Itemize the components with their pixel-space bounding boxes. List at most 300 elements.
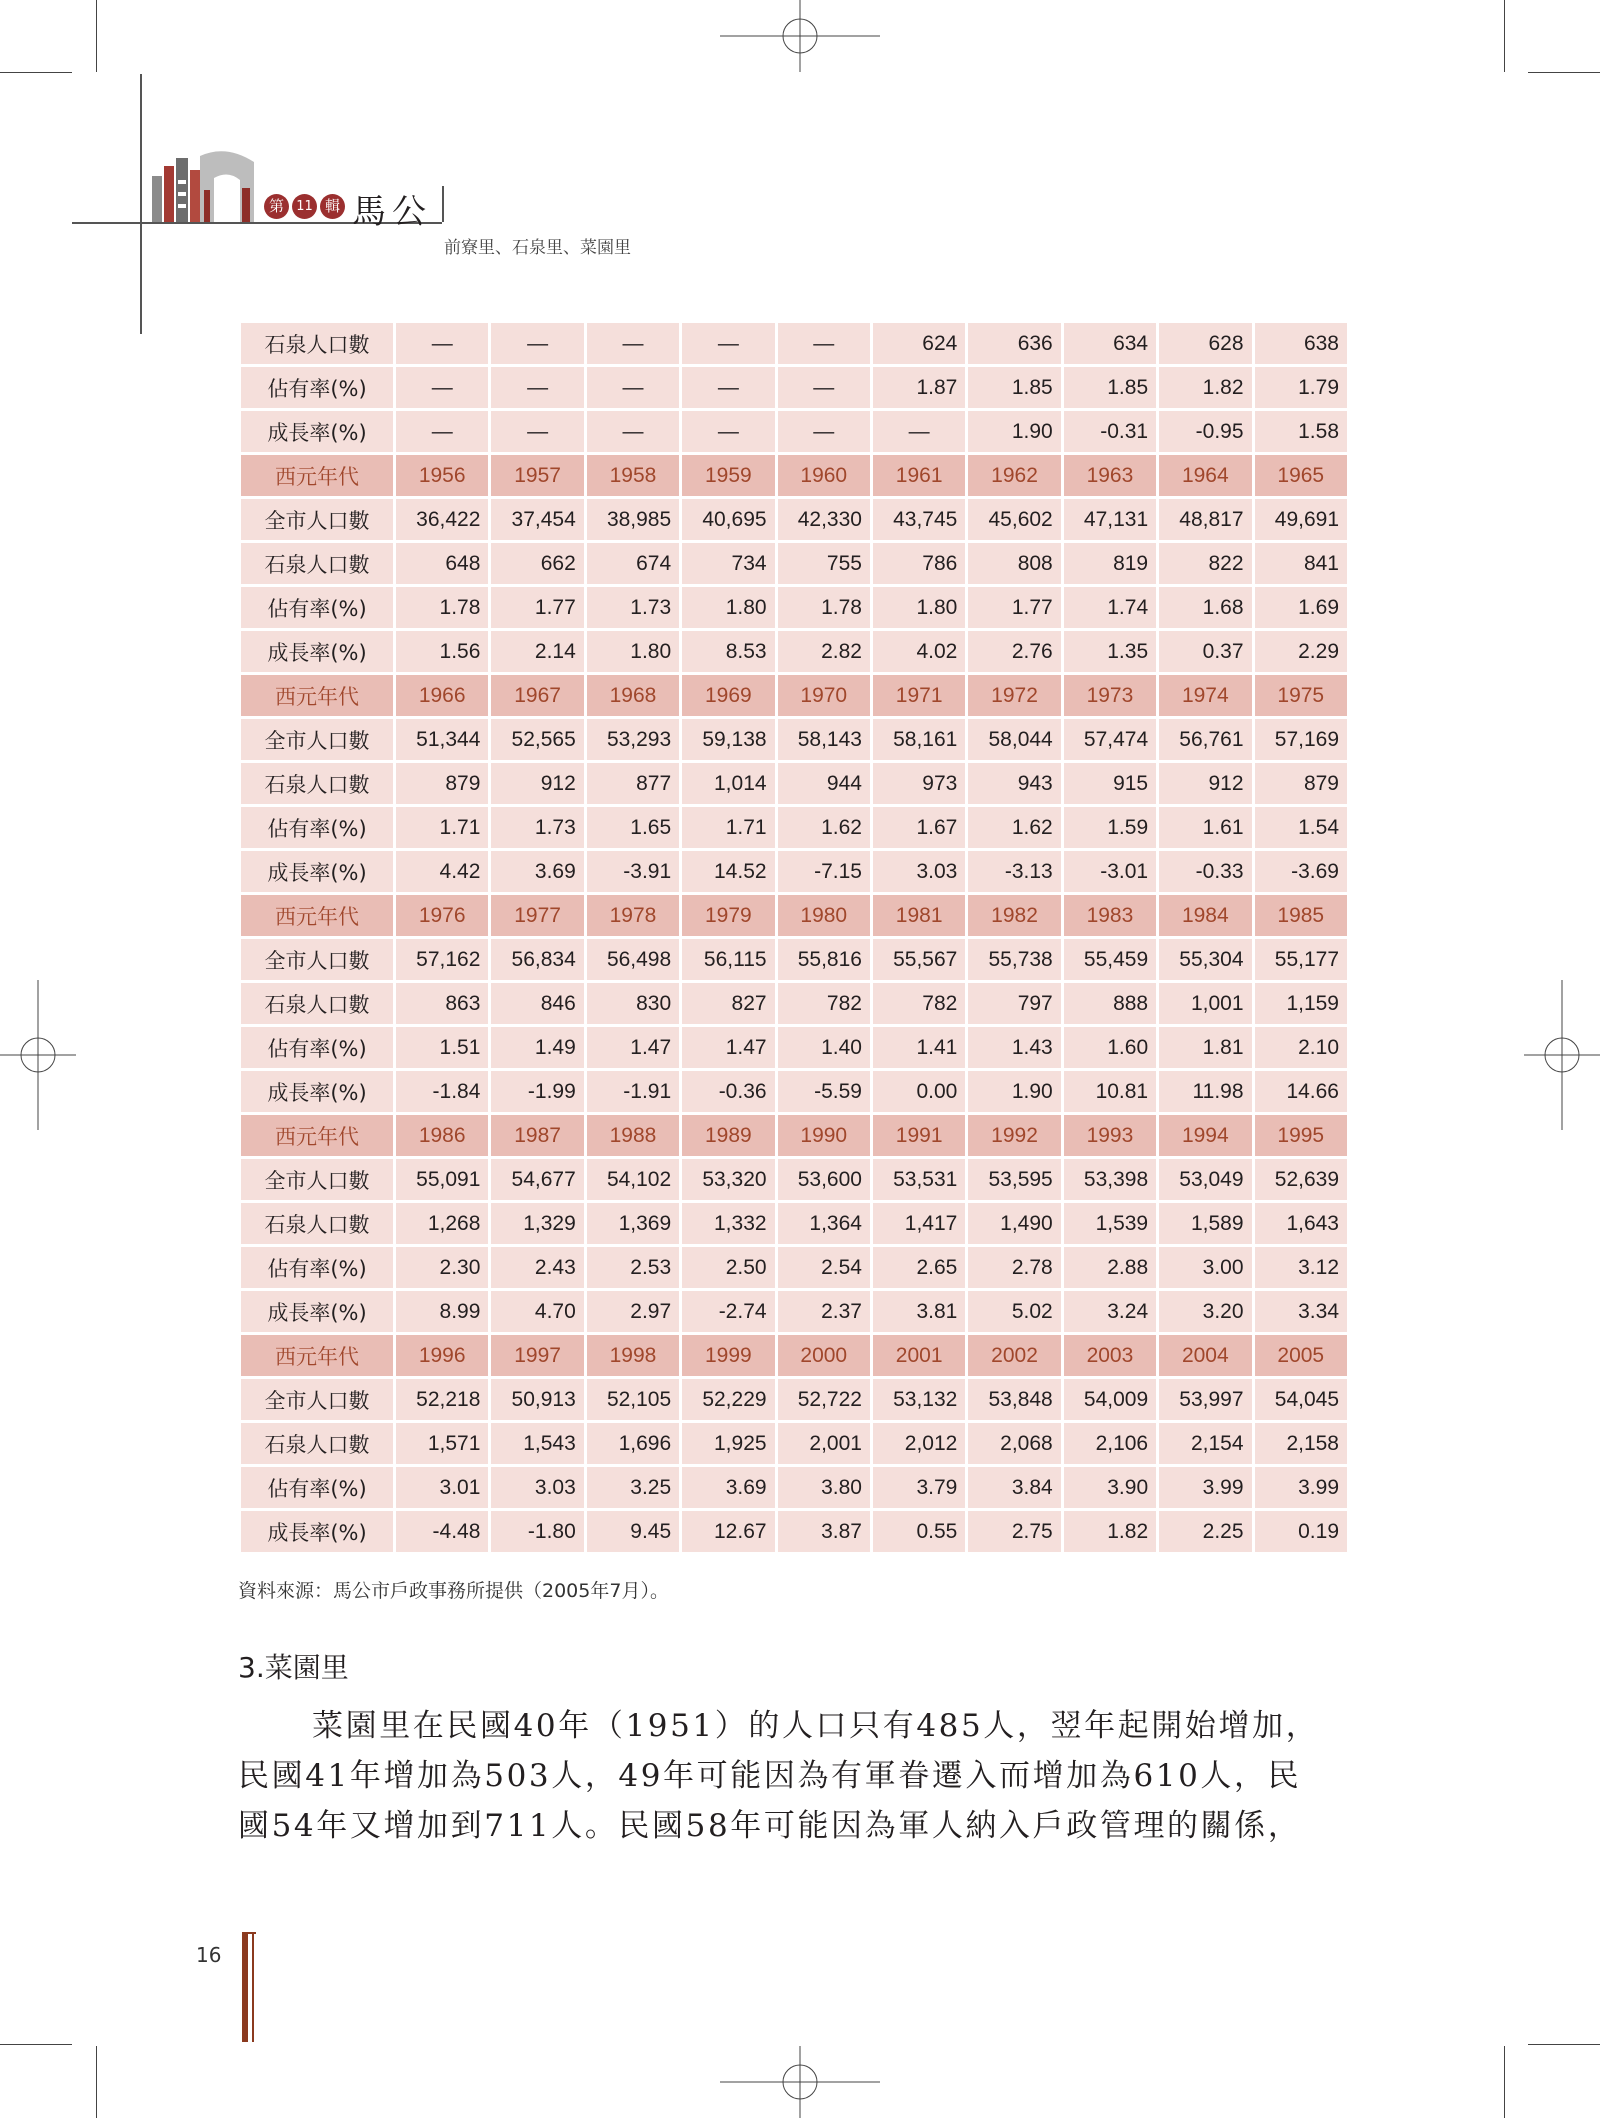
crop-mark bbox=[1504, 2046, 1505, 2118]
table-cell: 56,834 bbox=[491, 939, 583, 980]
table-cell: 879 bbox=[396, 763, 488, 804]
table-cell: -1.80 bbox=[491, 1511, 583, 1552]
table-cell: 3.00 bbox=[1159, 1247, 1251, 1288]
year-cell: 1959 bbox=[682, 455, 774, 496]
table-cell: — bbox=[587, 323, 679, 364]
table-cell: -7.15 bbox=[778, 851, 870, 892]
row-label: 成長率(%) bbox=[241, 1511, 393, 1552]
table-cell: 56,498 bbox=[587, 939, 679, 980]
table-cell: 0.55 bbox=[873, 1511, 965, 1552]
header-title-divider bbox=[442, 186, 444, 222]
table-cell: 3.99 bbox=[1255, 1467, 1347, 1508]
year-cell: 1956 bbox=[396, 455, 488, 496]
year-header-row bbox=[241, 895, 1347, 936]
table-row bbox=[241, 807, 1347, 848]
table-cell: 3.03 bbox=[491, 1467, 583, 1508]
table-cell: 915 bbox=[1064, 763, 1156, 804]
table-cell: 1,643 bbox=[1255, 1203, 1347, 1244]
year-cell: 1990 bbox=[778, 1115, 870, 1156]
table-cell: 4.70 bbox=[491, 1291, 583, 1332]
table-cell: 1,159 bbox=[1255, 983, 1347, 1024]
year-cell: 1971 bbox=[873, 675, 965, 716]
table-cell: 3.81 bbox=[873, 1291, 965, 1332]
table-cell: 1,925 bbox=[682, 1423, 774, 1464]
table-cell: 57,162 bbox=[396, 939, 488, 980]
row-label: 西元年代 bbox=[241, 1335, 393, 1376]
row-label: 石泉人口數 bbox=[241, 763, 393, 804]
year-cell: 1976 bbox=[396, 895, 488, 936]
table-cell: -3.69 bbox=[1255, 851, 1347, 892]
chapter-number-badge: 11 bbox=[292, 194, 317, 219]
year-cell: 1997 bbox=[491, 1335, 583, 1376]
table-cell: 879 bbox=[1255, 763, 1347, 804]
table-cell: 1,543 bbox=[491, 1423, 583, 1464]
table-cell: 3.84 bbox=[968, 1467, 1060, 1508]
registration-mark-top bbox=[720, 0, 880, 72]
row-label: 全市人口數 bbox=[241, 499, 393, 540]
table-cell: 3.20 bbox=[1159, 1291, 1251, 1332]
table-row bbox=[241, 543, 1347, 584]
table-cell: -3.13 bbox=[968, 851, 1060, 892]
table-cell: 1,417 bbox=[873, 1203, 965, 1244]
table-cell: 2.75 bbox=[968, 1511, 1060, 1552]
table-cell: 1.82 bbox=[1064, 1511, 1156, 1552]
row-label: 佔有率(%) bbox=[241, 1247, 393, 1288]
table-row bbox=[241, 851, 1347, 892]
year-cell: 1992 bbox=[968, 1115, 1060, 1156]
table-cell: 55,567 bbox=[873, 939, 965, 980]
year-cell: 1966 bbox=[396, 675, 488, 716]
year-cell: 1960 bbox=[778, 455, 870, 496]
table-cell: 38,985 bbox=[587, 499, 679, 540]
table-cell: 662 bbox=[491, 543, 583, 584]
table-cell: 4.42 bbox=[396, 851, 488, 892]
table-cell: 4.02 bbox=[873, 631, 965, 672]
year-cell: 2005 bbox=[1255, 1335, 1347, 1376]
year-cell: 1989 bbox=[682, 1115, 774, 1156]
table-cell: 1,369 bbox=[587, 1203, 679, 1244]
table-cell: 782 bbox=[873, 983, 965, 1024]
row-label: 西元年代 bbox=[241, 1115, 393, 1156]
table-row bbox=[241, 1159, 1347, 1200]
table-cell: 42,330 bbox=[778, 499, 870, 540]
table-cell: 1.73 bbox=[491, 807, 583, 848]
table-cell: 1.43 bbox=[968, 1027, 1060, 1068]
page-accent-cap bbox=[242, 1932, 256, 1934]
table-cell: 3.99 bbox=[1159, 1467, 1251, 1508]
table-cell: 1.59 bbox=[1064, 807, 1156, 848]
year-cell: 1975 bbox=[1255, 675, 1347, 716]
table-cell: 943 bbox=[968, 763, 1060, 804]
table-cell: 45,602 bbox=[968, 499, 1060, 540]
table-cell: 3.12 bbox=[1255, 1247, 1347, 1288]
table-cell: 1,490 bbox=[968, 1203, 1060, 1244]
table-cell: 2.88 bbox=[1064, 1247, 1156, 1288]
table-cell: — bbox=[587, 367, 679, 408]
table-cell: 2.50 bbox=[682, 1247, 774, 1288]
year-cell: 1965 bbox=[1255, 455, 1347, 496]
year-cell: 1984 bbox=[1159, 895, 1251, 936]
table-row bbox=[241, 983, 1347, 1024]
table-cell: 3.24 bbox=[1064, 1291, 1156, 1332]
table-cell: 755 bbox=[778, 543, 870, 584]
year-cell: 1972 bbox=[968, 675, 1060, 716]
table-cell: 634 bbox=[1064, 323, 1156, 364]
table-cell: 11.98 bbox=[1159, 1071, 1251, 1112]
crop-mark bbox=[0, 2044, 72, 2045]
table-cell: 1.78 bbox=[778, 587, 870, 628]
table-cell: 53,600 bbox=[778, 1159, 870, 1200]
table-cell: 53,132 bbox=[873, 1379, 965, 1420]
year-cell: 2001 bbox=[873, 1335, 965, 1376]
table-cell: — bbox=[396, 323, 488, 364]
table-cell: 52,722 bbox=[778, 1379, 870, 1420]
table-cell: — bbox=[778, 411, 870, 452]
table-cell: 2,106 bbox=[1064, 1423, 1156, 1464]
table-cell: 1.73 bbox=[587, 587, 679, 628]
table-cell: 912 bbox=[1159, 763, 1251, 804]
year-header-row bbox=[241, 1335, 1347, 1376]
table-cell: 1.56 bbox=[396, 631, 488, 672]
table-cell: 54,677 bbox=[491, 1159, 583, 1200]
paragraph-line: 民國41年增加為503人，49年可能因為有軍眷遷入而增加為610人，民 bbox=[238, 1758, 1302, 1794]
table-cell: — bbox=[396, 411, 488, 452]
year-cell: 1977 bbox=[491, 895, 583, 936]
table-cell: 59,138 bbox=[682, 719, 774, 760]
table-cell: -0.95 bbox=[1159, 411, 1251, 452]
population-table-body bbox=[241, 323, 1347, 1552]
table-cell: 841 bbox=[1255, 543, 1347, 584]
row-label: 佔有率(%) bbox=[241, 807, 393, 848]
header-vertical-rule bbox=[140, 74, 142, 334]
year-cell: 1963 bbox=[1064, 455, 1156, 496]
table-cell: 1.47 bbox=[587, 1027, 679, 1068]
row-label: 西元年代 bbox=[241, 455, 393, 496]
table-cell: 3.90 bbox=[1064, 1467, 1156, 1508]
table-cell: 55,816 bbox=[778, 939, 870, 980]
row-label: 石泉人口數 bbox=[241, 543, 393, 584]
table-cell: 1.54 bbox=[1255, 807, 1347, 848]
table-cell: -4.48 bbox=[396, 1511, 488, 1552]
table-cell: 1,589 bbox=[1159, 1203, 1251, 1244]
row-label: 石泉人口數 bbox=[241, 1423, 393, 1464]
table-cell: 3.01 bbox=[396, 1467, 488, 1508]
row-label: 佔有率(%) bbox=[241, 367, 393, 408]
table-cell: 1.51 bbox=[396, 1027, 488, 1068]
row-label: 全市人口數 bbox=[241, 719, 393, 760]
year-header-row bbox=[241, 1115, 1347, 1156]
table-cell: 1.85 bbox=[968, 367, 1060, 408]
table-cell: 624 bbox=[873, 323, 965, 364]
crop-mark bbox=[96, 0, 97, 72]
table-row bbox=[241, 1247, 1347, 1288]
table-cell: 786 bbox=[873, 543, 965, 584]
table-cell: 1,268 bbox=[396, 1203, 488, 1244]
table-cell: 53,595 bbox=[968, 1159, 1060, 1200]
table-cell: 1.40 bbox=[778, 1027, 870, 1068]
page-accent-bar bbox=[242, 1932, 248, 2042]
table-cell: 52,105 bbox=[587, 1379, 679, 1420]
table-cell: 2.78 bbox=[968, 1247, 1060, 1288]
table-cell: 1.47 bbox=[682, 1027, 774, 1068]
year-header-row bbox=[241, 455, 1347, 496]
table-cell: 1.60 bbox=[1064, 1027, 1156, 1068]
table-cell: 1,332 bbox=[682, 1203, 774, 1244]
table-row bbox=[241, 587, 1347, 628]
table-cell: 1.77 bbox=[491, 587, 583, 628]
table-cell: 1.80 bbox=[682, 587, 774, 628]
table-cell: 830 bbox=[587, 983, 679, 1024]
table-cell: -3.01 bbox=[1064, 851, 1156, 892]
table-cell: 52,639 bbox=[1255, 1159, 1347, 1200]
table-cell: 2.76 bbox=[968, 631, 1060, 672]
table-cell: 1.35 bbox=[1064, 631, 1156, 672]
table-cell: 53,997 bbox=[1159, 1379, 1251, 1420]
year-cell: 1995 bbox=[1255, 1115, 1347, 1156]
table-cell: 55,091 bbox=[396, 1159, 488, 1200]
table-cell: 1.62 bbox=[778, 807, 870, 848]
crop-mark bbox=[96, 2046, 97, 2118]
registration-mark-bottom bbox=[720, 2046, 880, 2118]
table-cell: 0.00 bbox=[873, 1071, 965, 1112]
crop-mark bbox=[1528, 72, 1600, 73]
table-cell: 827 bbox=[682, 983, 774, 1024]
table-cell: — bbox=[682, 367, 774, 408]
table-cell: 2.30 bbox=[396, 1247, 488, 1288]
table-cell: 5.02 bbox=[968, 1291, 1060, 1332]
table-cell: 1,329 bbox=[491, 1203, 583, 1244]
table-row bbox=[241, 1423, 1347, 1464]
table-cell: 1.71 bbox=[682, 807, 774, 848]
table-cell: 2.37 bbox=[778, 1291, 870, 1332]
table-cell: 9.45 bbox=[587, 1511, 679, 1552]
table-cell: 636 bbox=[968, 323, 1060, 364]
table-cell: — bbox=[778, 323, 870, 364]
year-cell: 1983 bbox=[1064, 895, 1156, 936]
table-cell: 1.78 bbox=[396, 587, 488, 628]
table-cell: 8.99 bbox=[396, 1291, 488, 1332]
table-cell: -0.33 bbox=[1159, 851, 1251, 892]
table-cell: 1.58 bbox=[1255, 411, 1347, 452]
row-label: 石泉人口數 bbox=[241, 1203, 393, 1244]
chapter-prefix-badge: 第 bbox=[264, 194, 289, 219]
year-cell: 1974 bbox=[1159, 675, 1251, 716]
table-cell: 56,761 bbox=[1159, 719, 1251, 760]
row-label: 石泉人口數 bbox=[241, 983, 393, 1024]
year-cell: 1962 bbox=[968, 455, 1060, 496]
table-cell: 0.19 bbox=[1255, 1511, 1347, 1552]
table-cell: 40,695 bbox=[682, 499, 774, 540]
table-cell: 55,459 bbox=[1064, 939, 1156, 980]
table-cell: 58,161 bbox=[873, 719, 965, 760]
table-cell: 49,691 bbox=[1255, 499, 1347, 540]
table-row bbox=[241, 719, 1347, 760]
year-cell: 1982 bbox=[968, 895, 1060, 936]
table-cell: 628 bbox=[1159, 323, 1251, 364]
year-cell: 2004 bbox=[1159, 1335, 1251, 1376]
table-cell: — bbox=[396, 367, 488, 408]
table-cell: 43,745 bbox=[873, 499, 965, 540]
table-row bbox=[241, 1203, 1347, 1244]
table-cell: -5.59 bbox=[778, 1071, 870, 1112]
table-cell: 797 bbox=[968, 983, 1060, 1024]
table-cell: 10.81 bbox=[1064, 1071, 1156, 1112]
table-cell: 973 bbox=[873, 763, 965, 804]
year-cell: 1999 bbox=[682, 1335, 774, 1376]
row-label: 成長率(%) bbox=[241, 1291, 393, 1332]
table-row bbox=[241, 1027, 1347, 1068]
table-cell: 846 bbox=[491, 983, 583, 1024]
registration-mark-right bbox=[1524, 980, 1600, 1130]
table-cell: 888 bbox=[1064, 983, 1156, 1024]
table-cell: 55,738 bbox=[968, 939, 1060, 980]
table-cell: 14.66 bbox=[1255, 1071, 1347, 1112]
year-cell: 1964 bbox=[1159, 455, 1251, 496]
year-cell: 1979 bbox=[682, 895, 774, 936]
crop-mark bbox=[1528, 2044, 1600, 2045]
table-cell: -0.36 bbox=[682, 1071, 774, 1112]
table-cell: 3.25 bbox=[587, 1467, 679, 1508]
row-label: 成長率(%) bbox=[241, 631, 393, 672]
year-cell: 1986 bbox=[396, 1115, 488, 1156]
year-cell: 1996 bbox=[396, 1335, 488, 1376]
table-cell: 51,344 bbox=[396, 719, 488, 760]
table-cell: 1,539 bbox=[1064, 1203, 1156, 1244]
table-cell: 1.74 bbox=[1064, 587, 1156, 628]
table-cell: 52,565 bbox=[491, 719, 583, 760]
table-cell: -1.99 bbox=[491, 1071, 583, 1112]
table-cell: 3.79 bbox=[873, 1467, 965, 1508]
table-cell: 55,177 bbox=[1255, 939, 1347, 980]
table-cell: 53,049 bbox=[1159, 1159, 1251, 1200]
table-cell: — bbox=[682, 411, 774, 452]
table-cell: 2.65 bbox=[873, 1247, 965, 1288]
table-cell: 3.87 bbox=[778, 1511, 870, 1552]
table-cell: 912 bbox=[491, 763, 583, 804]
table-cell: 734 bbox=[682, 543, 774, 584]
table-cell: 1,364 bbox=[778, 1203, 870, 1244]
table-row bbox=[241, 939, 1347, 980]
table-cell: — bbox=[491, 367, 583, 408]
year-cell: 1988 bbox=[587, 1115, 679, 1156]
year-cell: 1973 bbox=[1064, 675, 1156, 716]
table-cell: -1.91 bbox=[587, 1071, 679, 1112]
table-cell: 58,044 bbox=[968, 719, 1060, 760]
table-cell: 2.53 bbox=[587, 1247, 679, 1288]
year-cell: 1981 bbox=[873, 895, 965, 936]
year-cell: 1985 bbox=[1255, 895, 1347, 936]
row-label: 全市人口數 bbox=[241, 1159, 393, 1200]
table-cell: 1.49 bbox=[491, 1027, 583, 1068]
row-label: 佔有率(%) bbox=[241, 1467, 393, 1508]
year-cell: 1958 bbox=[587, 455, 679, 496]
table-cell: 1.87 bbox=[873, 367, 965, 408]
table-row bbox=[241, 367, 1347, 408]
table-row bbox=[241, 1291, 1347, 1332]
table-cell: 1,001 bbox=[1159, 983, 1251, 1024]
year-cell: 2002 bbox=[968, 1335, 1060, 1376]
row-label: 全市人口數 bbox=[241, 1379, 393, 1420]
table-cell: 2,154 bbox=[1159, 1423, 1251, 1464]
table-cell: 1.61 bbox=[1159, 807, 1251, 848]
table-cell: 12.67 bbox=[682, 1511, 774, 1552]
table-cell: 1,571 bbox=[396, 1423, 488, 1464]
year-cell: 1987 bbox=[491, 1115, 583, 1156]
city-title: 馬公 bbox=[352, 192, 432, 232]
table-cell: 819 bbox=[1064, 543, 1156, 584]
table-cell: 3.69 bbox=[682, 1467, 774, 1508]
table-cell: 674 bbox=[587, 543, 679, 584]
year-cell: 1980 bbox=[778, 895, 870, 936]
table-cell: 808 bbox=[968, 543, 1060, 584]
table-row bbox=[241, 763, 1347, 804]
table-row bbox=[241, 1467, 1347, 1508]
year-cell: 1967 bbox=[491, 675, 583, 716]
section-heading: 3.菜園里 bbox=[238, 1651, 349, 1684]
table-cell: 1.68 bbox=[1159, 587, 1251, 628]
table-cell: — bbox=[491, 411, 583, 452]
table-cell: 2.43 bbox=[491, 1247, 583, 1288]
table-cell: — bbox=[491, 323, 583, 364]
table-row bbox=[241, 411, 1347, 452]
row-label: 西元年代 bbox=[241, 675, 393, 716]
table-cell: 3.80 bbox=[778, 1467, 870, 1508]
table-cell: 2,001 bbox=[778, 1423, 870, 1464]
year-cell: 1993 bbox=[1064, 1115, 1156, 1156]
table-cell: 53,848 bbox=[968, 1379, 1060, 1420]
table-cell: 53,531 bbox=[873, 1159, 965, 1200]
table-cell: 57,474 bbox=[1064, 719, 1156, 760]
row-label: 佔有率(%) bbox=[241, 1027, 393, 1068]
table-cell: 2.54 bbox=[778, 1247, 870, 1288]
table-cell: 52,229 bbox=[682, 1379, 774, 1420]
table-cell: 2.97 bbox=[587, 1291, 679, 1332]
table-cell: 47,131 bbox=[1064, 499, 1156, 540]
table-cell: 2.29 bbox=[1255, 631, 1347, 672]
table-cell: 877 bbox=[587, 763, 679, 804]
year-cell: 1998 bbox=[587, 1335, 679, 1376]
table-cell: 1,014 bbox=[682, 763, 774, 804]
year-cell: 1961 bbox=[873, 455, 965, 496]
table-cell: 1.69 bbox=[1255, 587, 1347, 628]
table-cell: 48,817 bbox=[1159, 499, 1251, 540]
page-accent-bar-thin bbox=[252, 1932, 254, 2042]
table-cell: 638 bbox=[1255, 323, 1347, 364]
table-cell: 52,218 bbox=[396, 1379, 488, 1420]
table-cell: 54,102 bbox=[587, 1159, 679, 1200]
table-row bbox=[241, 1071, 1347, 1112]
table-cell: 1.41 bbox=[873, 1027, 965, 1068]
table-cell: 54,009 bbox=[1064, 1379, 1156, 1420]
table-cell: 53,293 bbox=[587, 719, 679, 760]
table-cell: 2.10 bbox=[1255, 1027, 1347, 1068]
table-cell: 14.52 bbox=[682, 851, 774, 892]
table-cell: 782 bbox=[778, 983, 870, 1024]
table-row bbox=[241, 1379, 1347, 1420]
year-cell: 1978 bbox=[587, 895, 679, 936]
table-cell: 2.25 bbox=[1159, 1511, 1251, 1552]
table-cell: 1.71 bbox=[396, 807, 488, 848]
year-cell: 2003 bbox=[1064, 1335, 1156, 1376]
table-cell: -0.31 bbox=[1064, 411, 1156, 452]
table-cell: 1.82 bbox=[1159, 367, 1251, 408]
year-cell: 1970 bbox=[778, 675, 870, 716]
year-cell: 1994 bbox=[1159, 1115, 1251, 1156]
table-cell: 0.37 bbox=[1159, 631, 1251, 672]
year-cell: 1969 bbox=[682, 675, 774, 716]
row-label: 成長率(%) bbox=[241, 411, 393, 452]
table-cell: 58,143 bbox=[778, 719, 870, 760]
